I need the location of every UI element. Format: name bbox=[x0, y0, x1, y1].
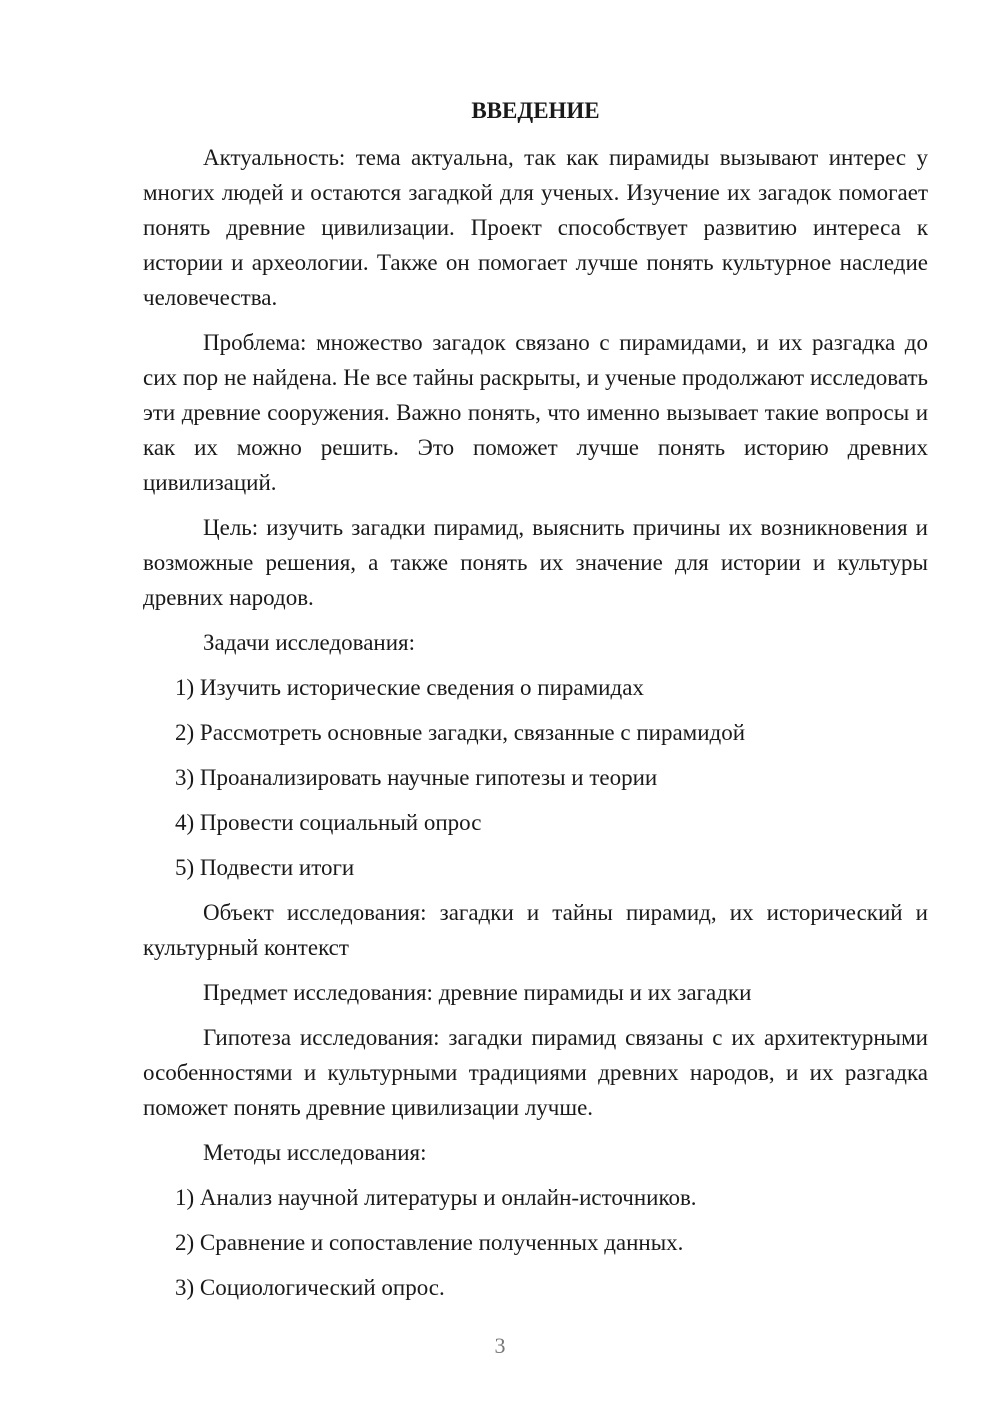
problem-paragraph: Проблема: множество загадок связано с пирамидами, и их разгадка до сих пор не найдена. Не все тайны раскрыты, и ученые продолжают исследовать эти древние сооружения. Важно понять, что именно вызывает такие вопросы и как их можно решить. Это поможет лучше понять историю древних цивилизаций. bbox=[143, 330, 928, 495]
list-item: 2) Рассмотреть основные загадки, связанные с пирамидой bbox=[175, 720, 746, 745]
tasks-title: Задачи исследования: bbox=[203, 630, 416, 655]
hypothesis-paragraph: Гипотеза исследования: загадки пирамид связаны с их архитектурными особенностями и культурными традициями древних народов, и их разгадка поможет понять древние цивилизации лучше. bbox=[143, 1025, 928, 1120]
section-heading: ВВЕДЕНИЕ bbox=[471, 98, 600, 123]
page-number: 3 bbox=[494, 1333, 506, 1358]
list-item: 5) Подвести итоги bbox=[175, 855, 355, 880]
list-item: 2) Сравнение и сопоставление полученных данных. bbox=[175, 1230, 684, 1255]
relevance-paragraph: Актуальность: тема актуальна, так как пирамиды вызывают интерес у многих людей и остаются загадкой для ученых. Изучение их загадок помогает понять древние цивилизации. Проект способствует развитию интереса к истории и археологии. Также он помогает лучше понять культурное наследие человечества. bbox=[143, 145, 928, 310]
tasks-list bbox=[143, 670, 928, 885]
object-paragraph: Объект исследования: загадки и тайны пирамид, их исторический и культурный контекст bbox=[143, 900, 928, 960]
list-item: 3) Социологический опрос. bbox=[175, 1275, 445, 1300]
subject-paragraph: Предмет исследования: древние пирамиды и их загадки bbox=[203, 980, 752, 1005]
list-item: 3) Проанализировать научные гипотезы и теории bbox=[175, 765, 658, 790]
list-item: 4) Провести социальный опрос bbox=[175, 810, 482, 835]
list-item: 1) Анализ научной литературы и онлайн-источников. bbox=[175, 1185, 697, 1210]
methods-title: Методы исследования: bbox=[203, 1140, 427, 1165]
page-content bbox=[143, 96, 928, 1315]
goal-paragraph: Цель: изучить загадки пирамид, выяснить причины их возникновения и возможные решения, а также понять их значение для истории и культуры древних народов. bbox=[143, 515, 928, 610]
methods-list bbox=[143, 1180, 928, 1305]
list-item: 1) Изучить исторические сведения о пирамидах bbox=[175, 675, 644, 700]
